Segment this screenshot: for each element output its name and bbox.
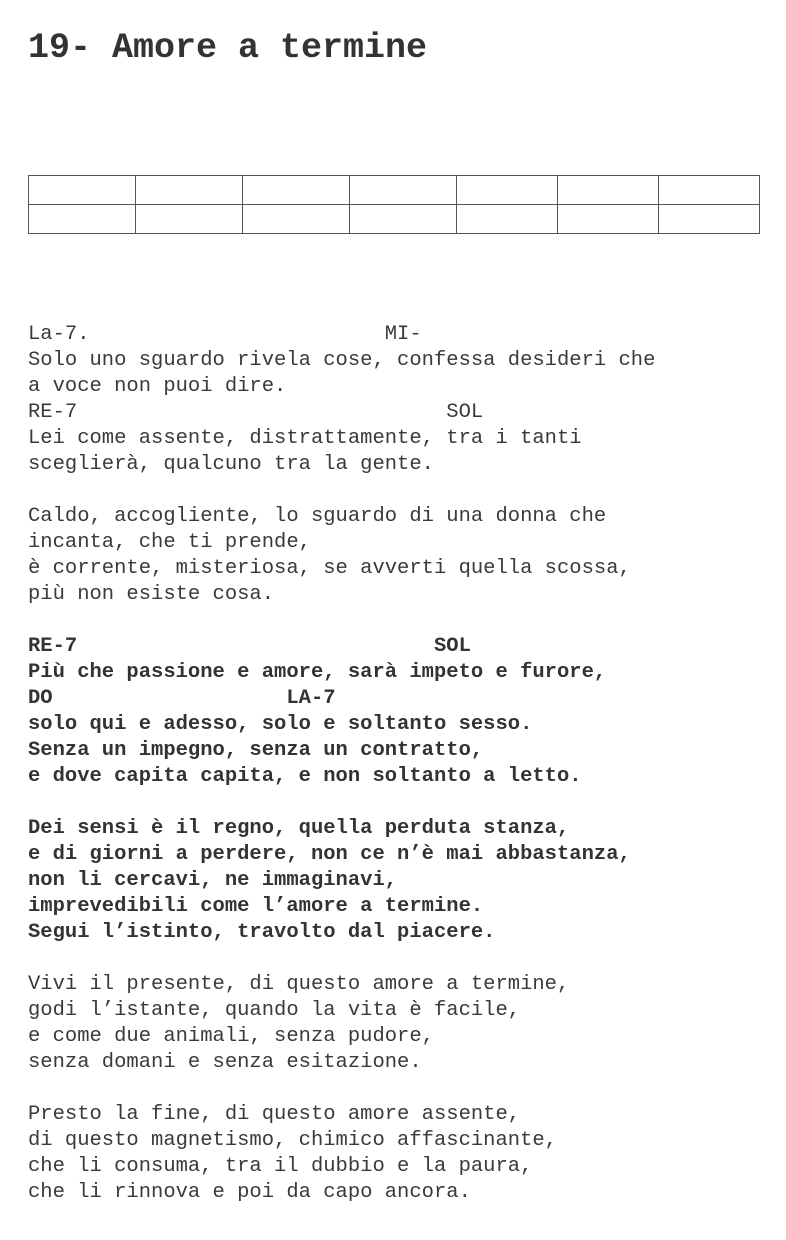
lyric-line: senza domani e senza esitazione.	[28, 1051, 422, 1074]
chord-line: La-7. MI-	[28, 323, 422, 346]
song-title: 19- Amore a termine	[28, 28, 428, 68]
chord-grid-cell	[558, 205, 659, 234]
lyric-line: Più che passione e amore, sarà impeto e furore,	[28, 661, 607, 684]
chord-grid-cell	[29, 205, 136, 234]
lyric-line: imprevedibili come l’amore a termine.	[28, 895, 484, 918]
chord-grid	[28, 175, 760, 234]
lyric-line: è corrente, misteriosa, se avverti quella scossa,	[28, 557, 631, 580]
lyric-line: solo qui e adesso, solo e soltanto sesso.	[28, 713, 533, 736]
chord-grid-cell	[457, 176, 558, 205]
lyric-line: Vivi il presente, di questo amore a termine,	[28, 973, 570, 996]
lyric-line: Solo uno sguardo rivela cose, confessa desideri che	[28, 349, 656, 372]
chord-grid-cell	[243, 205, 350, 234]
chord-grid-cell	[659, 205, 760, 234]
stanza-verse-4	[28, 1102, 655, 1206]
chord-grid-cell	[136, 176, 243, 205]
lyric-line: che li rinnova e poi da capo ancora.	[28, 1181, 471, 1204]
chord-grid-cell	[350, 176, 457, 205]
chord-grid-cell	[29, 176, 136, 205]
stanza-chorus-2	[28, 816, 655, 946]
stanza-verse-2	[28, 504, 655, 608]
stanza-spacer	[28, 608, 655, 634]
stanza-spacer	[28, 478, 655, 504]
lyric-line: Segui l’istinto, travolto dal piacere.	[28, 921, 496, 944]
lyric-line: e dove capita capita, e non soltanto a letto.	[28, 765, 582, 788]
lyric-line: e di giorni a perdere, non ce n’è mai abbastanza,	[28, 843, 631, 866]
lyrics-body	[28, 322, 655, 1206]
lyric-line: e come due animali, senza pudore,	[28, 1025, 434, 1048]
stanza-spacer	[28, 790, 655, 816]
stanza-chorus-1	[28, 634, 655, 790]
chord-grid-cell	[659, 176, 760, 205]
lyric-line: Caldo, accogliente, lo sguardo di una donna che	[28, 505, 607, 528]
chord-line: RE-7 SOL	[28, 635, 471, 658]
lyric-line: non li cercavi, ne immaginavi,	[28, 869, 398, 892]
chord-grid-cell	[350, 205, 457, 234]
chord-grid-cell	[243, 176, 350, 205]
lyric-line: più non esiste cosa.	[28, 583, 275, 606]
chord-grid-cell	[457, 205, 558, 234]
chord-line: RE-7 SOL	[28, 401, 484, 424]
lyric-line: Senza un impegno, senza un contratto,	[28, 739, 484, 762]
chord-line: DO LA-7	[28, 687, 336, 710]
chord-grid-row	[29, 176, 760, 205]
chord-grid-cell	[136, 205, 243, 234]
stanza-spacer	[28, 1076, 655, 1102]
lyric-line: di questo magnetismo, chimico affascinante,	[28, 1129, 557, 1152]
lyric-line: Presto la fine, di questo amore assente,	[28, 1103, 521, 1126]
lyric-line: a voce non puoi dire.	[28, 375, 287, 398]
stanza-verse-1	[28, 322, 655, 478]
lyric-line: godi l’istante, quando la vita è facile,	[28, 999, 521, 1022]
chord-grid-row	[29, 205, 760, 234]
lyric-line: sceglierà, qualcuno tra la gente.	[28, 453, 434, 476]
lyric-line: Lei come assente, distrattamente, tra i tanti	[28, 427, 582, 450]
lyric-line: che li consuma, tra il dubbio e la paura,	[28, 1155, 533, 1178]
stanza-verse-3	[28, 972, 655, 1076]
chord-grid-cell	[558, 176, 659, 205]
stanza-spacer	[28, 946, 655, 972]
lyric-line: Dei sensi è il regno, quella perduta stanza,	[28, 817, 570, 840]
lyric-line: incanta, che ti prende,	[28, 531, 311, 554]
